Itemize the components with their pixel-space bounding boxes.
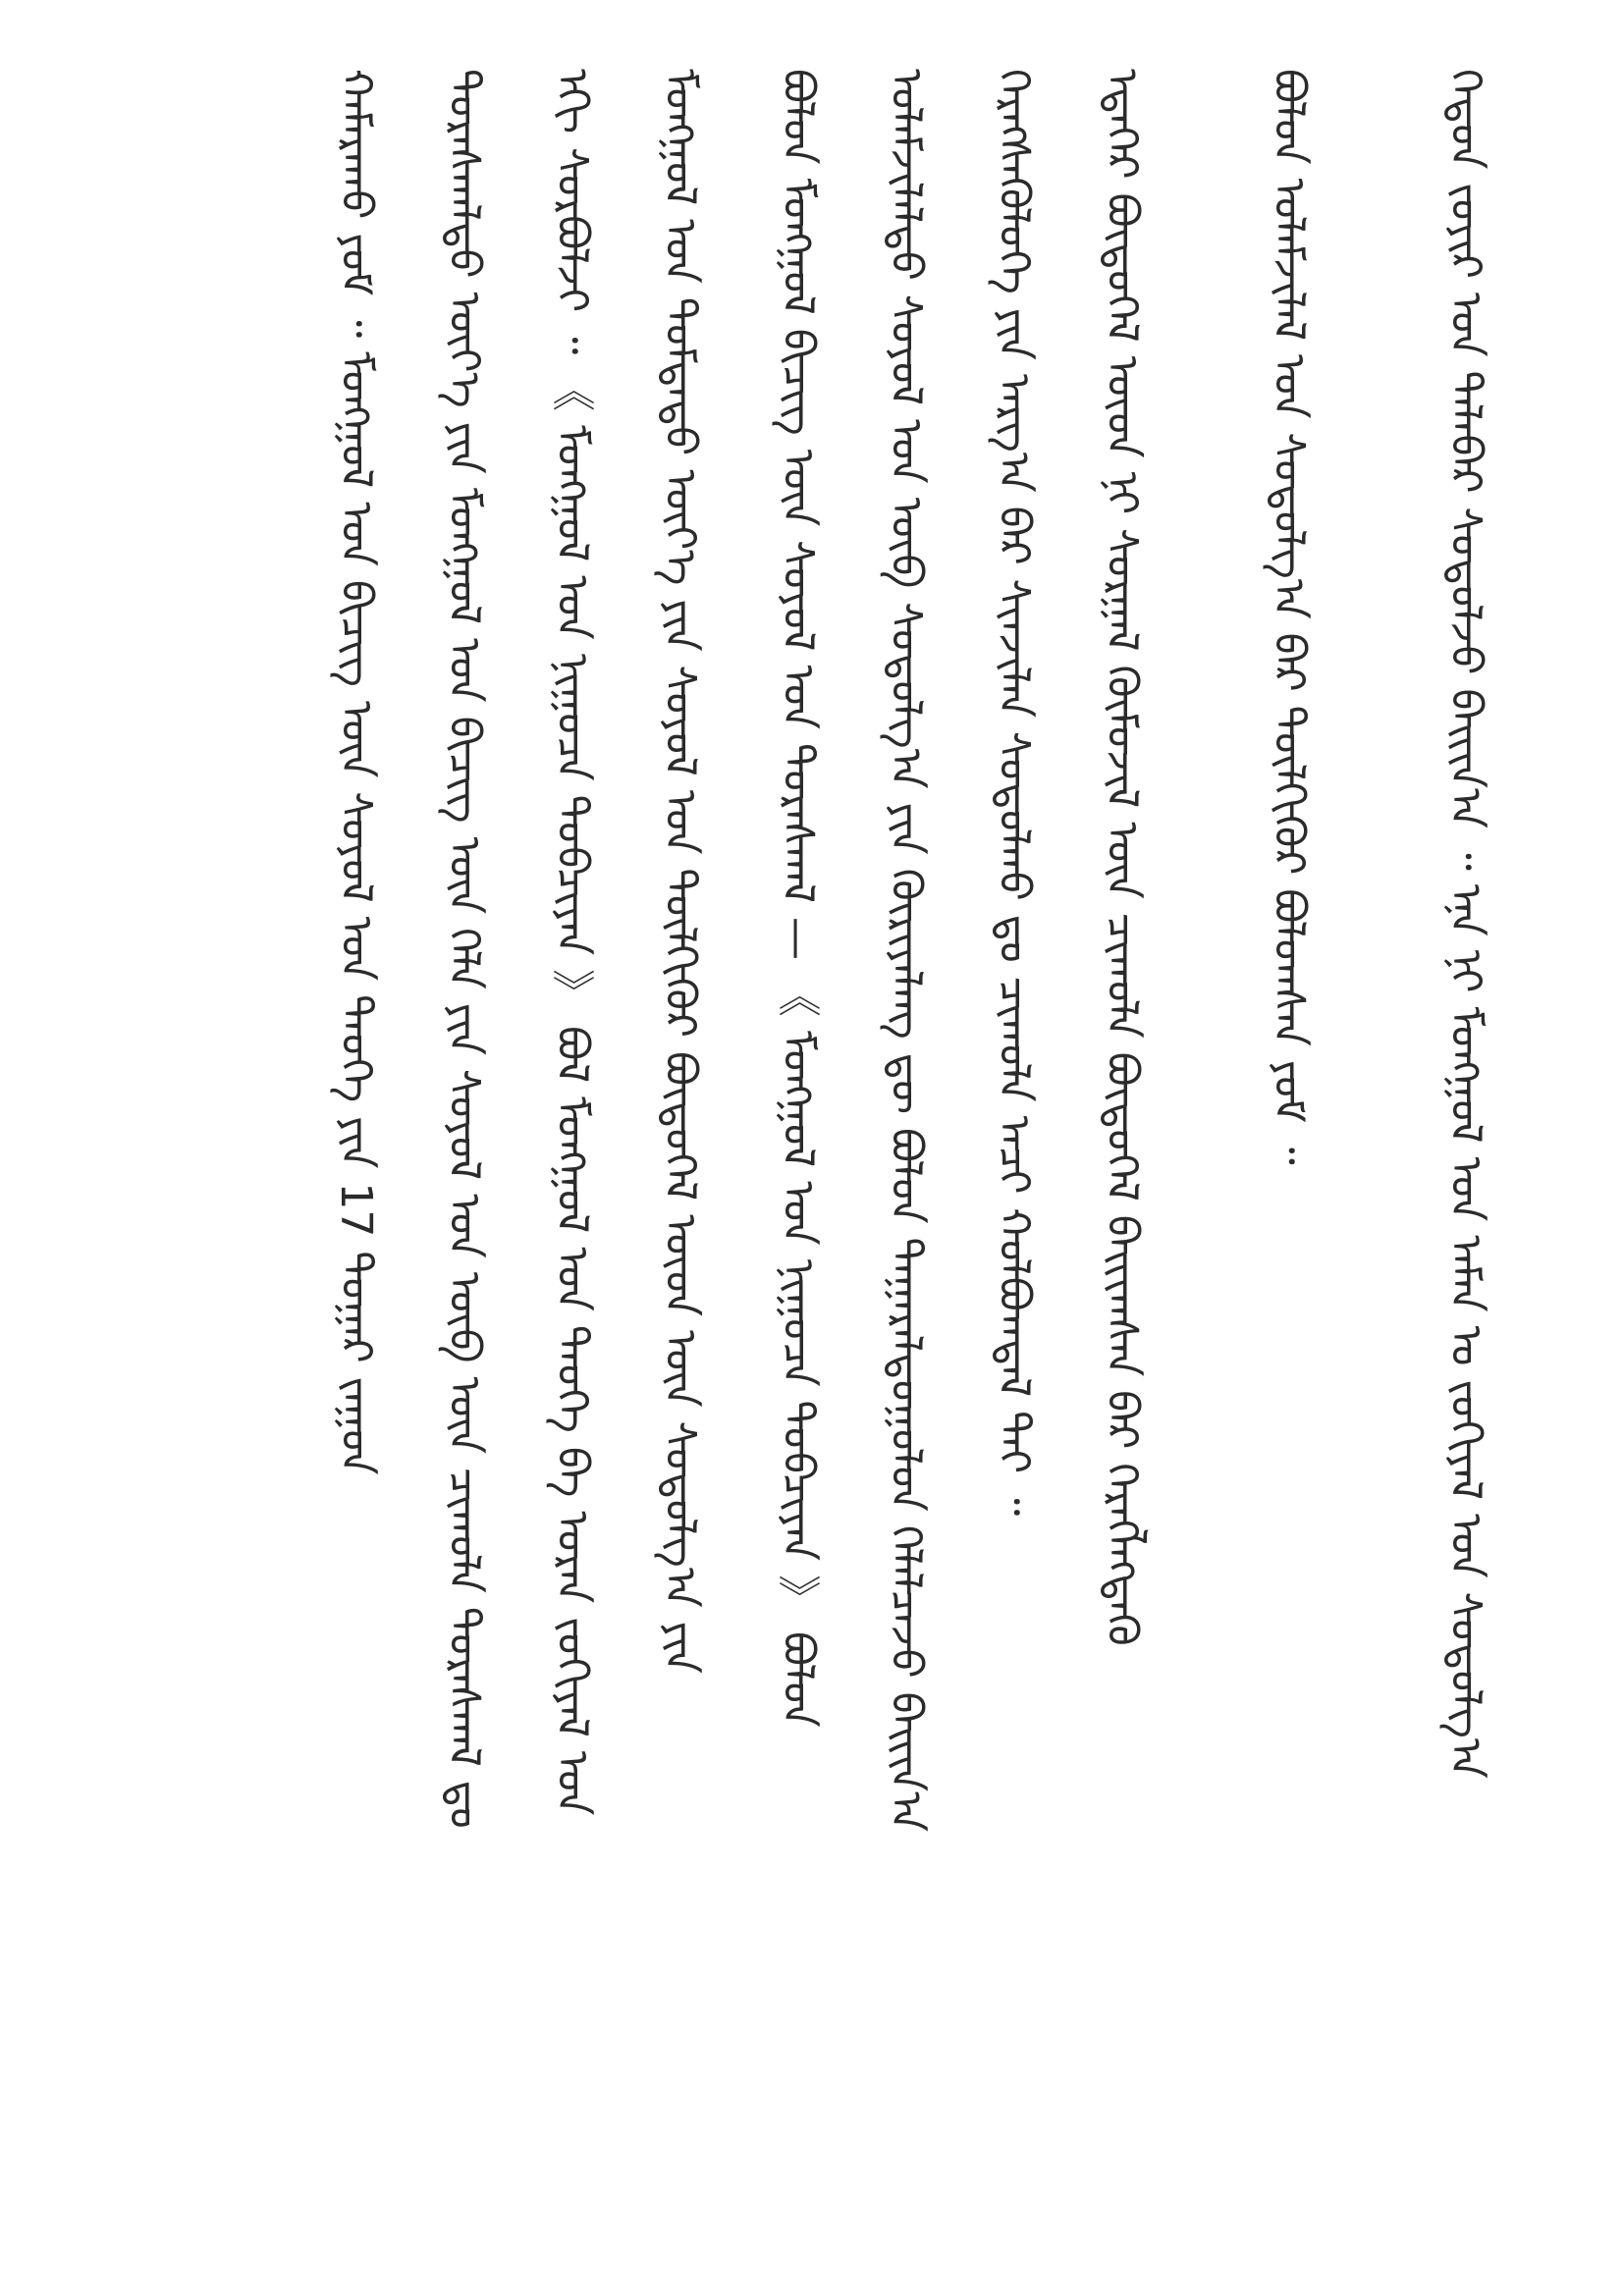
- text-column-3: ᠡᠳᠡᠭᠡᠷ ᠪᠦᠲᠦᠭᠡᠯ ᠦᠳ ᠨᠢ ᠰᠤᠷᠭᠠᠯ ᠬᠦᠮᠦᠵᠢᠯ ᠦᠨ ᠴᠢᠬᠤᠯᠠ ᠪᠦᠲᠦᠭᠡᠯ ᠪᠠᠢᠢᠭᠰᠠᠨ ᠪᠠᠷ ᠬᠡᠷᠡᠭᠯᠡᠭᠳᠡᠬᠦ: [1097, 69, 1147, 1646]
- text-column-2: ᠪᠣᠯᠣᠨ ᠤᠯᠠᠮᠵᠢᠯᠠᠯ ᠤᠨ ᠰᠤᠳᠤᠯᠭ᠎ᠠ ᠪᠠᠷ ᠲᠦᠯᠬᠢᠭᠦᠷ ᠪᠣᠯᠤᠭᠰᠠᠨ ᠶᠤᠮ ᠃: [1264, 69, 1314, 1165]
- text-column-7: ᠮᠣᠩᠭᠣᠯ ᠤᠨ ᠳᠤᠮᠳᠠᠳᠤ ᠦᠶ᠎ᠡ ᠶᠢᠨ ᠰᠣᠶᠣᠯ ᠤᠨ ᠲᠦᠯᠬᠢᠭᠦᠷ ᠪᠦᠲᠦᠭᠡᠯ ᠦᠳ ᠦᠨ ᠰᠤᠳᠤᠯᠭ᠎ᠠ ᠶᠢᠨ: [655, 69, 705, 1674]
- text-column-4: ᠬᠡᠷᠡᠭᠰᠡᠭᠦᠯᠦᠭᠡ ᠶᠢᠨ ᠠᠷᠭ᠎ᠠ ᠪᠠᠷ ᠰᠢᠨᠵᠢᠯᠡᠨ ᠰᠤᠳᠤᠯᠬᠤ ᠳᠤ ᠴᠢᠬᠤᠯᠠ ᠠᠴᠢ ᠬᠣᠯᠪᠣᠭᠳᠠᠯ ᠲᠠᠢ ᠃: [989, 69, 1039, 1517]
- text-column-1: ᠬᠡᠳᠦᠨ ᠵᠤᠶᠢᠷ ᠤᠨ ᠲᠠᠯᠠᠪᠠᠷ ᠰᠤᠳᠤᠯᠵᠤ ᠪᠠᠢᠢᠨ᠎ᠠ ᠃ ᠡᠨᠡ ᠨᠢ ᠮᠤᠩᠭᠤᠯ ᠤᠨ ᠠᠮᠠᠨ ᠤ ᠵᠣᠬᠢᠶᠠᠯ ᠤᠨ ᠰᠣᠳᠤᠯᠭ᠎ᠠ: [1440, 69, 1490, 1779]
- text-column-5: ᠤᠯᠠᠮᠵᠢᠯᠠᠯᠲᠤ ᠰᠣᠶᠣᠯ ᠤᠨ ᠦᠪ ᠰᠤᠳᠤᠯᠭ᠎ᠠ ᠶᠢᠨ ᠬᠦᠷᠢᠶᠡᠯᠡᠩ ᠳᠦ ᠪᠤᠯᠣᠨ ᠲᠠᠭᠠᠷᠠᠯᠳᠤᠭᠤᠯᠤᠨ ᠬᠡᠯᠡᠯᠴᠡᠵᠦ ᠪᠠᠢᠢᠨ᠎ᠠ: [881, 69, 931, 1832]
- text-column-9: ᠳᠤᠷᠠᠰᠬᠠᠯᠲᠤ ᠦᠶ᠎ᠡ ᠶᠢᠨ ᠮᠣᠩᠭᠣᠯ ᠤᠨ ᠪᠢᠴᠢᠭ ᠦᠨ ᠬᠡᠯᠡ ᠶᠢᠨ ᠰᠣᠶᠣᠯ ᠤᠨ ᠦᠪ ᠦᠨ ᠴᠢᠬᠤᠯᠠ ᠳᠤᠷᠠᠰᠬᠠᠯ ᠳᠤ: [439, 69, 489, 1829]
- text-column-8: ᠡᠬᠢ ᠰᠤᠷᠪᠤᠯᠵᠢ ᠃ 《 ᠮᠣᠩᠭᠣᠯ ᠤᠨ ᠨᠢᠭᠤᠴᠠ ᠲᠣᠪᠴᠢᠶᠠᠨ 》 ᠪᠣᠯ ᠮᠣᠩᠭᠣᠯ ᠤᠨ ᠲᠡᠦᠬᠡ ᠪᠠ ᠤᠷᠠᠨ ᠵᠣᠬᠢᠶᠠᠯ ᠤᠨ: [547, 69, 597, 1816]
- text-column-6: ᠪᠣᠯᠤᠨ ᠮᠣᠩᠭᠣᠯ ᠪᠢᠴᠢᠭ ᠦᠨ ᠰᠣᠶᠣᠯ ᠤᠨ ᠳᠤᠷᠠᠰᠬᠠᠯ — 《 ᠮᠣᠩᠭᠣᠯ ᠤᠨ ᠨᠢᠭᠤᠴᠠ ᠲᠣᠪᠴᠢᠶᠠᠨ 》 ᠪᠣᠯᠤᠨ: [773, 69, 823, 1728]
- text-column-10: ᠬᠠᠮᠠᠷᠠᠬᠤ ᠶᠤᠮ ᠃ ᠮᠣᠩᠭᠣᠯ ᠤᠨ ᠪᠢᠴᠢᠭ ᠦᠨ ᠰᠣᠶᠣᠯ ᠤᠨ ᠲᠡᠦᠬᠡ ᠶᠢᠨ 17 ᠳᠤᠭᠠᠷ ᠵᠠᠭᠤᠨ: [331, 69, 381, 1475]
